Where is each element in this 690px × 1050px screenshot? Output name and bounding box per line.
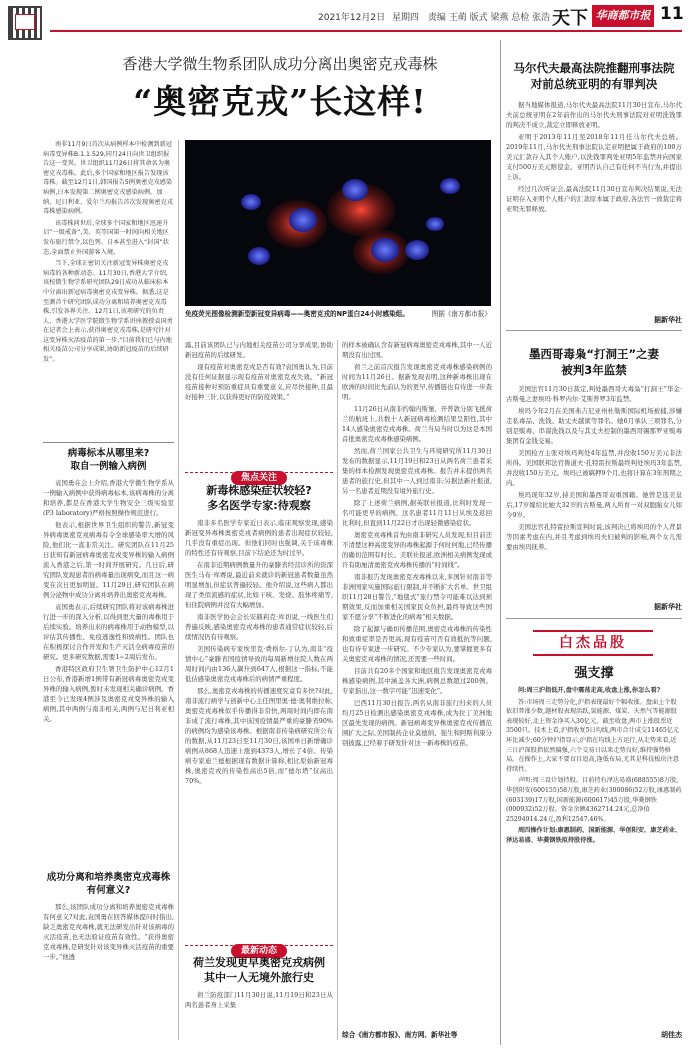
microscopy-photo xyxy=(185,140,491,306)
intro-para-1: 南非11月9日首次从病例样本中检测到新冠病毒变异株B.1.1.529,同月24日向世卫组织报告这一变異。世卫组织11月26日将其命名为奥密克戎毒株。此后,多个国家和地区报告发现该毒株。截至12月1日,韩国报告5例奥密克戎感染病例,日本发现第二例奥密克戎感染病例。加纳、尼日利亚、爱尔兰均报告首次发现奥密克戎毒株感染病例。 xyxy=(43,141,173,216)
col3-para-9: 目前共有20多个国家和地区报告发现奥密克戎毒株感染病例,其中涵盖各大洲,病例总数超过200例。专家指出,这一数字可能“迅速变化”。 xyxy=(342,667,492,695)
side1-headline: 马尔代夫最高法院推翻刑事法院 对前总统亚明的有罪判决 xyxy=(513,61,675,91)
col2b-para-2: 在南非近期病例数量升的豪滕省经营诊所的资深医生马布·库赛说,最近前来就诊的新冠患者数量虽然明显增加,但症状普遍较轻。他介绍说,这些病人都出现了类似流感的症状,比如干咳、发烧、肢体疼痛等,但住院病例并没有大幅增加。 xyxy=(185,561,333,609)
lead-kicker: 香港大学微生物系团队成功分离出奥密克戎毒株 xyxy=(122,55,438,73)
intro-para-3: 当下,全球正密切关注新冠变异株奥密克戎病毒的各种新动态。11月30日,香港大学介绍,该校微生物学系研究团队29日成功从临床标本中分离出新冠病毒奥密克戎变异株。据悉,这是至测首个研究团队成功分离和培养奥密克戎毒株,引发各界关注。12月1日,该项研究的负责人、香港大学医学院微生物学系讲座教授袁国勇在记者会上表示,获得奥密克戎毒株,是研究针对这变异株灭活疫苗的第一步,“目前我们已与内地相关疫苗公司分享成果,协助新冠疫苗的后续研发”。 xyxy=(43,260,173,364)
col2b-body xyxy=(185,518,333,926)
col1b-para-1: 那么,该团队成功分离和培养奥密克戎毒株有何意义?对此,袁国勇在回答媒体提问时指出,缺乏奥密克戎毒株,就无法研发出针对该病毒的灭活疫苗,也无法验证疫苗有效性。“获得奥密克戎毒株,是研发针对该变异株灭活疫苗的重要一步。”他透 xyxy=(43,903,174,961)
side2-para-1: 美国法官11月30日裁定,判处墨西哥大毒枭“打洞王”华金·古斯曼之妻埃玛·科罗内尔·艾斯普罗3年监禁。 xyxy=(506,385,682,403)
col2b-para-3: 南非医学协会会长安赫莉克·库切说,一线医生们普遍反映,感染奥密克戎毒株的患者通常症状较轻,后续情况仍有待观察。 xyxy=(185,613,333,641)
stock-author: 胡佳杰 xyxy=(661,1031,682,1039)
side2-body xyxy=(506,384,682,606)
col-divider-2 xyxy=(337,340,338,1040)
col1-para-2: 他表示,根据世界卫生组织的警告,新冠变异病毒奥密克戎病毒有令全球感染率大增的风险,他们比一直非常关注。研究团队在11月25日获知有新冠病毒奥密克戎变异株的输入病例流入香港之后,第一时间开展研究。几日后,研究团队发现患者的病毒量出现病变,而且这一病变在次日更加明显。11月29日,研究团队在病例分泌物中成功分离并培养出奥密克戎毒株。 xyxy=(43,521,174,599)
col2c-para-1: 荷兰防疫部门11月30日说,11月19日和23日从两名患者身上采集 xyxy=(185,991,333,1009)
header-rule xyxy=(50,30,682,32)
col3-para-4: 然而,荷兰国家公共卫生与环境研究所11月30日发布的数据显示,11月19日和23日从两名荷兰患者采集的样本检测发现奥密克戎毒株。报告并未提供两名患者的旅行史,但其中一人到过南非;另据法新社报道,另一名患者近期没有境外旅行史。 xyxy=(342,447,492,495)
col3-para-7: 南非报告发现奥密克戎毒株以来,多国针对南非等非洲国家实施国际旅行限制,并不断扩大名单。世卫组织11月28日警告,“地毯式”旅行禁令可能难以达到预期效果,反而加重相关国家民众负担,最终导致这些国家不愿分享“不断进化的病毒”相关数据。 xyxy=(342,573,492,621)
lead-headline: “奥密克戎”长这样! xyxy=(133,82,427,121)
col2-para-1: 露,目前该团队已与内地相关疫苗公司分享成果,协助新冠疫苗的后续研发。 xyxy=(185,341,333,359)
section-name: 天下 xyxy=(552,8,588,29)
stock-title: 强支撑 xyxy=(574,666,614,681)
col3-para-6: 奥密克戎毒株首先由南非研究人员发现,但目前还不清楚这种高度变异的毒株起源于何时何地,已经传播的确切范围有时长。美联社报道,欧洲相关病例发现或许有助厘清奥密克戎毒株传播的“时间线”。 xyxy=(342,531,492,569)
latest-headline: 荷兰发现更早奥密克戎病例 其中一人无境外旅行史 xyxy=(193,956,325,984)
focus-tag: 焦点关注 xyxy=(231,471,287,485)
side2-para-2: 埃玛今年2月在美国弗吉尼亚州杜勒斯国际机场被捕,涉嫌走私毒品、洗钱、助丈夫越狱等罪名。她6月承认三项罪名,分别是贩毒、串谋洗钱以及与其丈夫控制的墨西哥锡那罗亚贩毒集团有金钱交易。 xyxy=(506,407,682,445)
photo-caption: 免疫荧光图像检测新型新冠变异病毒——奥密克戎的NP蛋白24小时感染组。 xyxy=(185,310,409,318)
col2b-para-4: 美国传染病专家埃里克·费格尔-丁认为,南非“疫情中心”豪滕省国疫情导致的每周新增住院人数在两周时间内由136人飙升到647人,根据这一指标,不能低估感染奥密克戎毒株后的病情严重程度。 xyxy=(185,645,333,683)
side1-body xyxy=(506,100,682,320)
col-divider-1 xyxy=(178,140,179,1040)
col3-body xyxy=(342,340,492,1030)
stock-section-title: 白杰品股 xyxy=(559,635,627,651)
col3-para-8: 除了起源与确切传播范围,奥密克戎毒株的传染性和致重症率是否更高,现有疫苗可否有效抵抗等问题,也有待专家进一步研究。不少专家认为,要掌握更多有关奥密克戎毒株的情况,还需要一些时间。 xyxy=(342,625,492,663)
side-rule-2 xyxy=(506,618,682,619)
stock-section-banner xyxy=(533,630,653,656)
focus-headline: 新毒株感染症状较轻? 多名医学专家:待观察 xyxy=(206,484,312,512)
side2-para-3: 美国检方主张对埃玛判处4年监禁,并没收150万美元非法所得。美国联邦法官鲁道夫·孔特雷拉斯最终判处埃玛3年监禁,并没收150万美元。埃玛已被羁押9个月,也将计算在3年刑期之内。 xyxy=(506,449,682,487)
col3-para-3: 11月26日从南非约翰内斯堡、开普敦分别飞抵荷兰的航班上,共数十人新冠病毒检测结果呈阳性,其中14人感染奥密克戎毒株。荷兰当局当时以为这是本国首批奥密克戎毒株感染病例。 xyxy=(342,405,492,443)
col1-para-3: 袁国勇表示,后续研究团队将对该病毒株进行进一步的深入分析,以得到更大量的毒株用于后续实验。培养出来的病毒株用于动物模型,以评估其传播性、免疫逃逸性和致病性。团队也在积极探讨合作开发和生产灭活全病毒疫苗的研究。更多研究数据,需要1~2周后发布。 xyxy=(43,603,174,661)
intro-para-2: 该毒株问世后,全球多个国家和地区迅速升启“一级戒备”,美、英等国第一时间向相关地区发布旅行禁令,以色列、日本甚至进入“封国”状态,全面禁止外国游客入境。 xyxy=(43,219,169,256)
paper-name: 华商都市报 xyxy=(592,5,654,27)
subhead-origin: 病毒标本从哪里来? 取自一例输入病例 xyxy=(67,448,150,472)
col1b-body xyxy=(43,902,174,1042)
stock-answer: 答:市场周三走势分化,沪指表现最好个幅收涨。盘面上个股依旧普涨少数,题材股表现活跃,氢能源、煤炭、天然气等能源股表现较好,北上资金净买入30亿元。截至收盘,两市上涨股票近3500只。技术上看,沪指收复5日均线,两市合计成交11465亿元环比减少;60分钟沪指显示,沪指在均线上方运行,从走势来看,近三日沪深股指依然偏强,六个交易日以来走势良好,维持强势格局。在操作上,大家不要盲目追高,逢低布局,尤其是科技板块注意持续性。 xyxy=(506,698,680,773)
subhead-significance: 成功分离和培养奥密克戎毒株 有何意义? xyxy=(46,872,171,896)
issue-date: 2021年12月2日 xyxy=(318,13,386,23)
side2-para-5: 美国法官孔特雷拉斯宣判时说,该判决已将埃玛的个人背景等因素考虑在内,并且考虑到埃玛夫妇被判的影响,两个女儿需要由埃玛抚养。 xyxy=(506,523,682,551)
stock-body xyxy=(506,686,682,1022)
page-number: 11 xyxy=(660,4,684,24)
staff-line: 责编 王萌 版式 梁燕 总检 张浩 xyxy=(427,13,551,23)
side1-para-2: 亚明于2013年11月至2018年11月任马尔代夫总统。2019年11月,马尔代夫刑事法院认定亚明把属于政府的100万美元汇款存入其个人账户,以洗钱罪判处亚明5年监禁并向国家支付500万美元赔偿金。亚明否认自己有任何不当行为,并提出上诉。 xyxy=(506,133,682,181)
col1-para-4: 香港特区政府卫生署卫生防护中心12月1日公布,香港新增1例带有新冠病毒奥密克戎变异株的输入病例,暂时未发现相关确诊病例。香港至今已发现4例涉及奥密克戎变异株的输入病例,其中两例与南非相关,两例与尼日利亚相关。 xyxy=(43,665,174,723)
side2-para-4: 埃玛现年32岁,持美国和墨西哥双重国籍。她曾是选美皇后,17岁嫁给比她大32岁的古斯曼,两人所育一对双胞胎女儿如今9岁。 xyxy=(506,491,682,519)
stock-holdings: 声明:周三设计划持股。目前持有泽达易盛(688555)8万股,华创阳安(600155)58万股,康芝药业(300086)52万股,康惠制药(603139)17万股,国新能源(600617)45万股,华菱钢铁(000932)52万股。资金余额4362714.24元,总净值25294914.24元,盈利12547.46%。 xyxy=(506,777,682,823)
side1-credit: 据新华社 xyxy=(654,316,682,324)
col3-credit: 综合《南方都市报》、南方网、新华社等 xyxy=(342,1031,458,1039)
lead-intro xyxy=(43,140,174,438)
col3-para-2: 荷兰之前首次报告发现奥密克戎毒株感染病例的时间为11月26日。据新发现表明,这种新毒株出现在欧洲的时间比先前认为的更早,传播链也有待进一步查明。 xyxy=(342,363,492,401)
side2-credit: 据新华社 xyxy=(654,603,682,611)
col1-para-1: 袁国勇在会上介绍,香港大学微生物学系从一例输入病例中获得病毒标本,该病毒株的分离和培养,都是在香港大学生物安全三级实验室(P3 laboratory)严格按照操作规范进行。 xyxy=(43,479,174,517)
latest-tag: 最新动态 xyxy=(231,944,287,958)
side-rule-1 xyxy=(506,330,682,331)
qr-logo xyxy=(15,14,35,30)
stock-question: 问:周三沪指低开,盘中震荡走高,收盘上涨,你怎么看? xyxy=(518,687,661,694)
col2-para-2: 现有疫苗对奥密克戎是否有效?袁国勇认为,目前没有任何证据显示现有疫苗对奥密克戎失效。“新冠疫苗接种对预防重症具有重要意义,应尽快接种,且最好接种三针,以获得更好的防疫效果。” xyxy=(185,363,333,401)
col3-para-5: 除了上述荷兰病例,据英联社报道,比利时发现一名可能更早的病例。这名患者11月11日从埃及返回比利时,但直到11月22日才出现轻微感染症状。 xyxy=(342,499,492,527)
side1-para-1: 据当地媒体报道,马尔代夫最高法院11月30日宣布,马尔代夫前总统亚明在2年前作出的马尔代夫刑事法院对亚明洗钱罪的判决不成立,裁定立即释放亚明。 xyxy=(506,101,682,129)
intro-rule xyxy=(43,442,174,443)
col2b-para-1: 南非多名医学专家近日表示,临床观察发现,感染新冠变异毒株奥密克戎者病例的患者出现症状较轻,几乎没有重症出现。但他们同时也强调,关于该毒株的特性还有待观察,目前下结论还为时过早。 xyxy=(185,519,333,557)
issue-weekday: 星期四 xyxy=(391,13,419,23)
side1-para-3: 经过几次听证会,最高法院11月30日宣布判决结果说,无法证明存入亚明个人账户的汇款原本属于政府,各法官一致裁定将亚明无罪释放。 xyxy=(506,185,682,213)
stock-plan: 周四操作计划:康惠制药、国新能源、华创阳安、康芝药业、泽达易盛、华菱钢铁拟持股待涨。 xyxy=(506,827,682,844)
col2c-body xyxy=(185,990,333,1042)
photo-credit: 图据《南方都市报》 xyxy=(431,310,491,318)
col1-body xyxy=(43,478,174,868)
col3-para-1: 的样本被确认含有新冠病毒奥密克戎毒株,其中一人近期没有出过国。 xyxy=(342,341,492,359)
microscopy-image xyxy=(185,140,491,306)
col2-body xyxy=(185,340,333,462)
section-divider xyxy=(500,40,501,1045)
header-meta xyxy=(318,10,550,23)
focus-tag-wrap xyxy=(185,465,333,485)
photo-caption-box xyxy=(185,309,491,319)
col3-para-10: 巴西11月30日报告,两名从南非旅行归来的人员均月25日检测出感染奥密克戎毒株,成为拉丁美洲地区最先发现的病例。新冠病毒变异株奥密克戎传播范围扩大之际,美国制药企业莫德纳、强生和阿斯利康分别披露,已经着手研发针对这一新毒株的疫苗。 xyxy=(342,699,492,747)
col2b-para-5: 那么,奥密克戎毒株的传播速度究竟有多快?对此,南非流行病学与创新中心主任图里奥·德·奥利维拉称,奥密克戎毒株似乎传播得非常快,两周时间内即在南非成了流行毒株,其中该国疫情最严重的豪滕省90%的病例均为感染该毒株。根据南非传染病研究所公布的数据,从11月23日至11月30日,该国单日新增确诊病例从868人迅速上涨到4373人,增长了4倍。传染病专家迪兰德根据现有数据计算称,相比原始新冠毒株,奥密克戎的传染性高出5倍,而“德尔塔”仅高出70%。 xyxy=(185,687,333,785)
side2-headline: 墨西哥毒枭“打洞王”之妻 被判3年监禁 xyxy=(528,347,660,377)
